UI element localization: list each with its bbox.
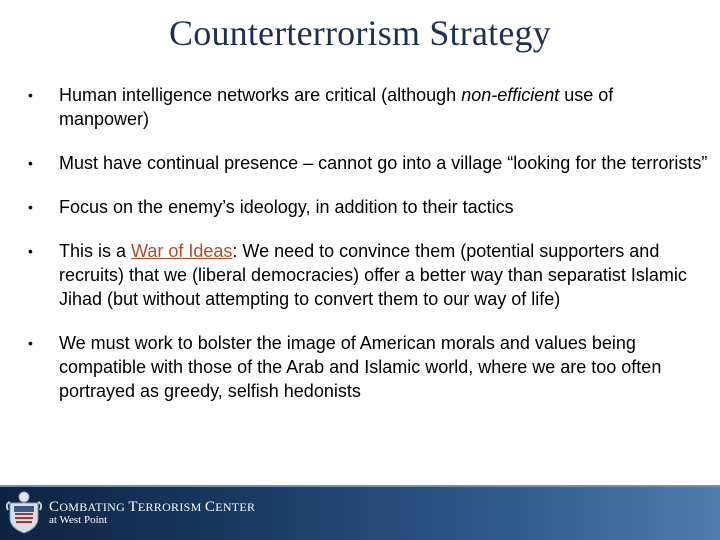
bullet-item [28, 331, 708, 403]
bullet-marker: • [28, 243, 33, 259]
org-name-part: ERRORISM [137, 500, 205, 514]
bullet-marker: • [28, 199, 33, 215]
bullet-text: Focus on the enemy’s ideology, in addition to their tactics [59, 197, 514, 217]
war-of-ideas-link[interactable]: War of Ideas [131, 241, 233, 261]
slide-title: Counterterrorism Strategy [169, 13, 551, 53]
org-name-part: ENTER [215, 500, 256, 514]
bullet-item [28, 239, 708, 311]
bullet-text: We must work to bolster the image of American morals and values being compatible with those of the Arab and Islamic world, where we are too often portrayed as greedy, selfish hedonists [59, 333, 662, 401]
emphasis-text: non-efficient [461, 85, 560, 105]
org-name-part: C [49, 499, 60, 515]
west-point-crest-icon [6, 490, 42, 534]
footer-divider [0, 485, 720, 487]
org-name-part: OMBATING [59, 500, 129, 514]
bullet-text: Must have continual presence – cannot go into a village “looking for the terrorists” [59, 153, 708, 173]
org-name-part: C [204, 499, 216, 515]
bullet-marker: • [28, 155, 33, 171]
bullet-text: use of manpower) [59, 85, 614, 129]
bullet-text: This is a [59, 241, 132, 261]
bullet-item [28, 195, 708, 219]
bullet-marker: • [28, 87, 33, 103]
bullet-item [28, 83, 708, 131]
bullet-list [28, 83, 708, 403]
bullet-marker: • [28, 335, 33, 351]
organization-subtitle: at West Point [49, 514, 108, 526]
bullet-item [28, 151, 708, 175]
org-name-part: T [128, 499, 138, 515]
bullet-text: Human intelligence networks are critical (although [59, 85, 462, 105]
bullet-text: : We need to convince them (potential supporters and recruits) that we (liberal democracies) offer a better way than separatist Islamic Jihad (but without attempting to convert them to our way of life) [59, 241, 687, 309]
